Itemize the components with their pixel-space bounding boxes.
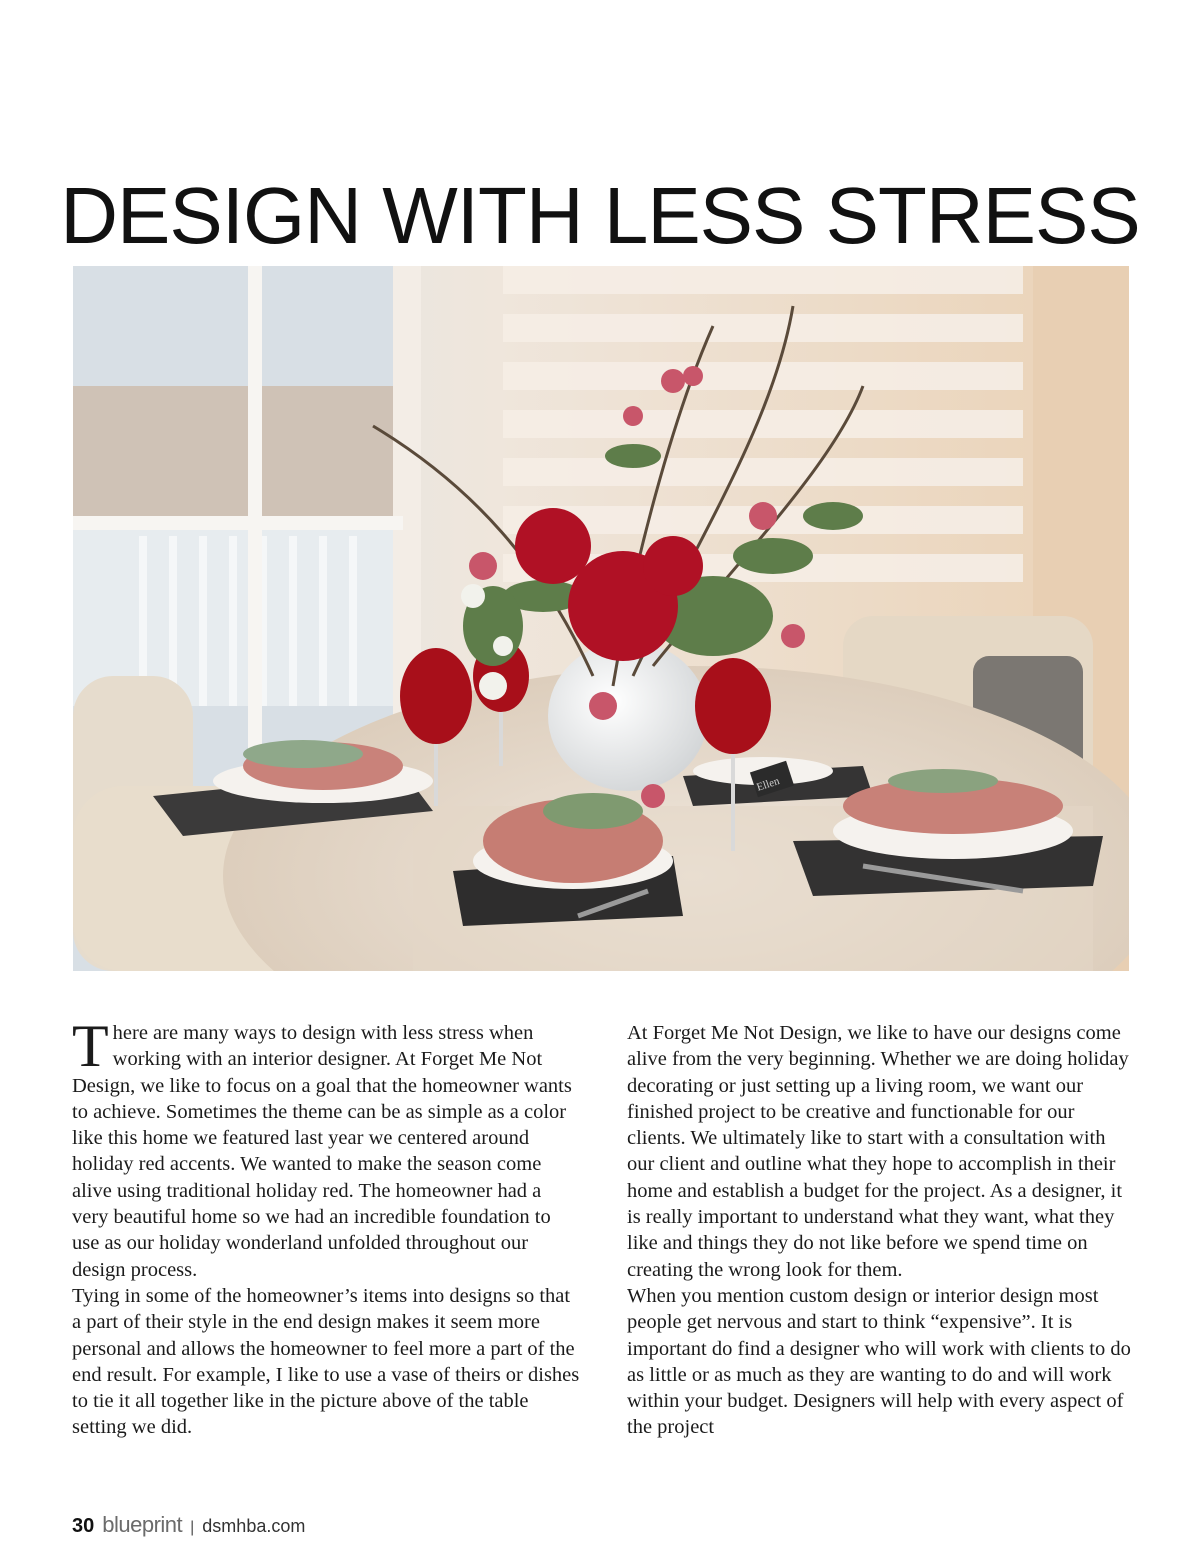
paragraph: Tying in some of the homeowner’s items into designs so that a part of their style in the end design makes it seem more personal and allows the homeowner to feel more a part of the end result. For example, I like to use a vase of theirs or dishes to tie it all together like in the picture above of the table setting we did. (72, 1284, 580, 1439)
holiday-table-photo (73, 266, 1129, 971)
paragraph (72, 1013, 580, 1283)
page-number: 30 (72, 1515, 95, 1537)
article-column-right (627, 1020, 1135, 1441)
name-card-text: Ellen (755, 775, 782, 794)
article-column-left (72, 1013, 580, 1441)
drop-cap: T (72, 1013, 109, 1079)
website-link[interactable]: dsmhba.com (202, 1516, 306, 1536)
footer-separator: | (190, 1519, 195, 1536)
page-footer (72, 1512, 305, 1542)
brand-logo: blueprint (102, 1512, 183, 1537)
paragraph: When you mention custom design or interior design most people get nervous and start to think “expensive”. It is important do find a designer who will work with clients to do as little or as much as they are wanting to do and will work within your budget. Designers will help with every aspect of the project (627, 1284, 1131, 1439)
paragraph-text: here are many ways to design with less stress when working with an interior designer. At Forget Me Not Design, we like to focus on a goal that the homeowner wants to achieve. Sometimes the theme can be as simple as a color like this home we featured last year we centered around holiday red accents. We wanted to make the season come alive using traditional holiday red. The homeowner had a very beautiful home so we had an incredible foundation to use as our holiday wonderland unfolded throughout our design process. (72, 1022, 572, 1281)
article-title: DESIGN WITH LESS STRESS (60, 170, 1140, 260)
paragraph: At Forget Me Not Design, we like to have our designs come alive from the very beginning. Whether we are doing holiday decorating or just setting up a living room, we want our finished project to be creative and functionable for our clients. We ultimately like to start with a consultation with our client and outline what they hope to accomplish in their home and establish a budget for the project. As a designer, it is really important to understand what they want, what they like and things they do not like before we spend time on creating the wrong look for them. (627, 1022, 1129, 1281)
